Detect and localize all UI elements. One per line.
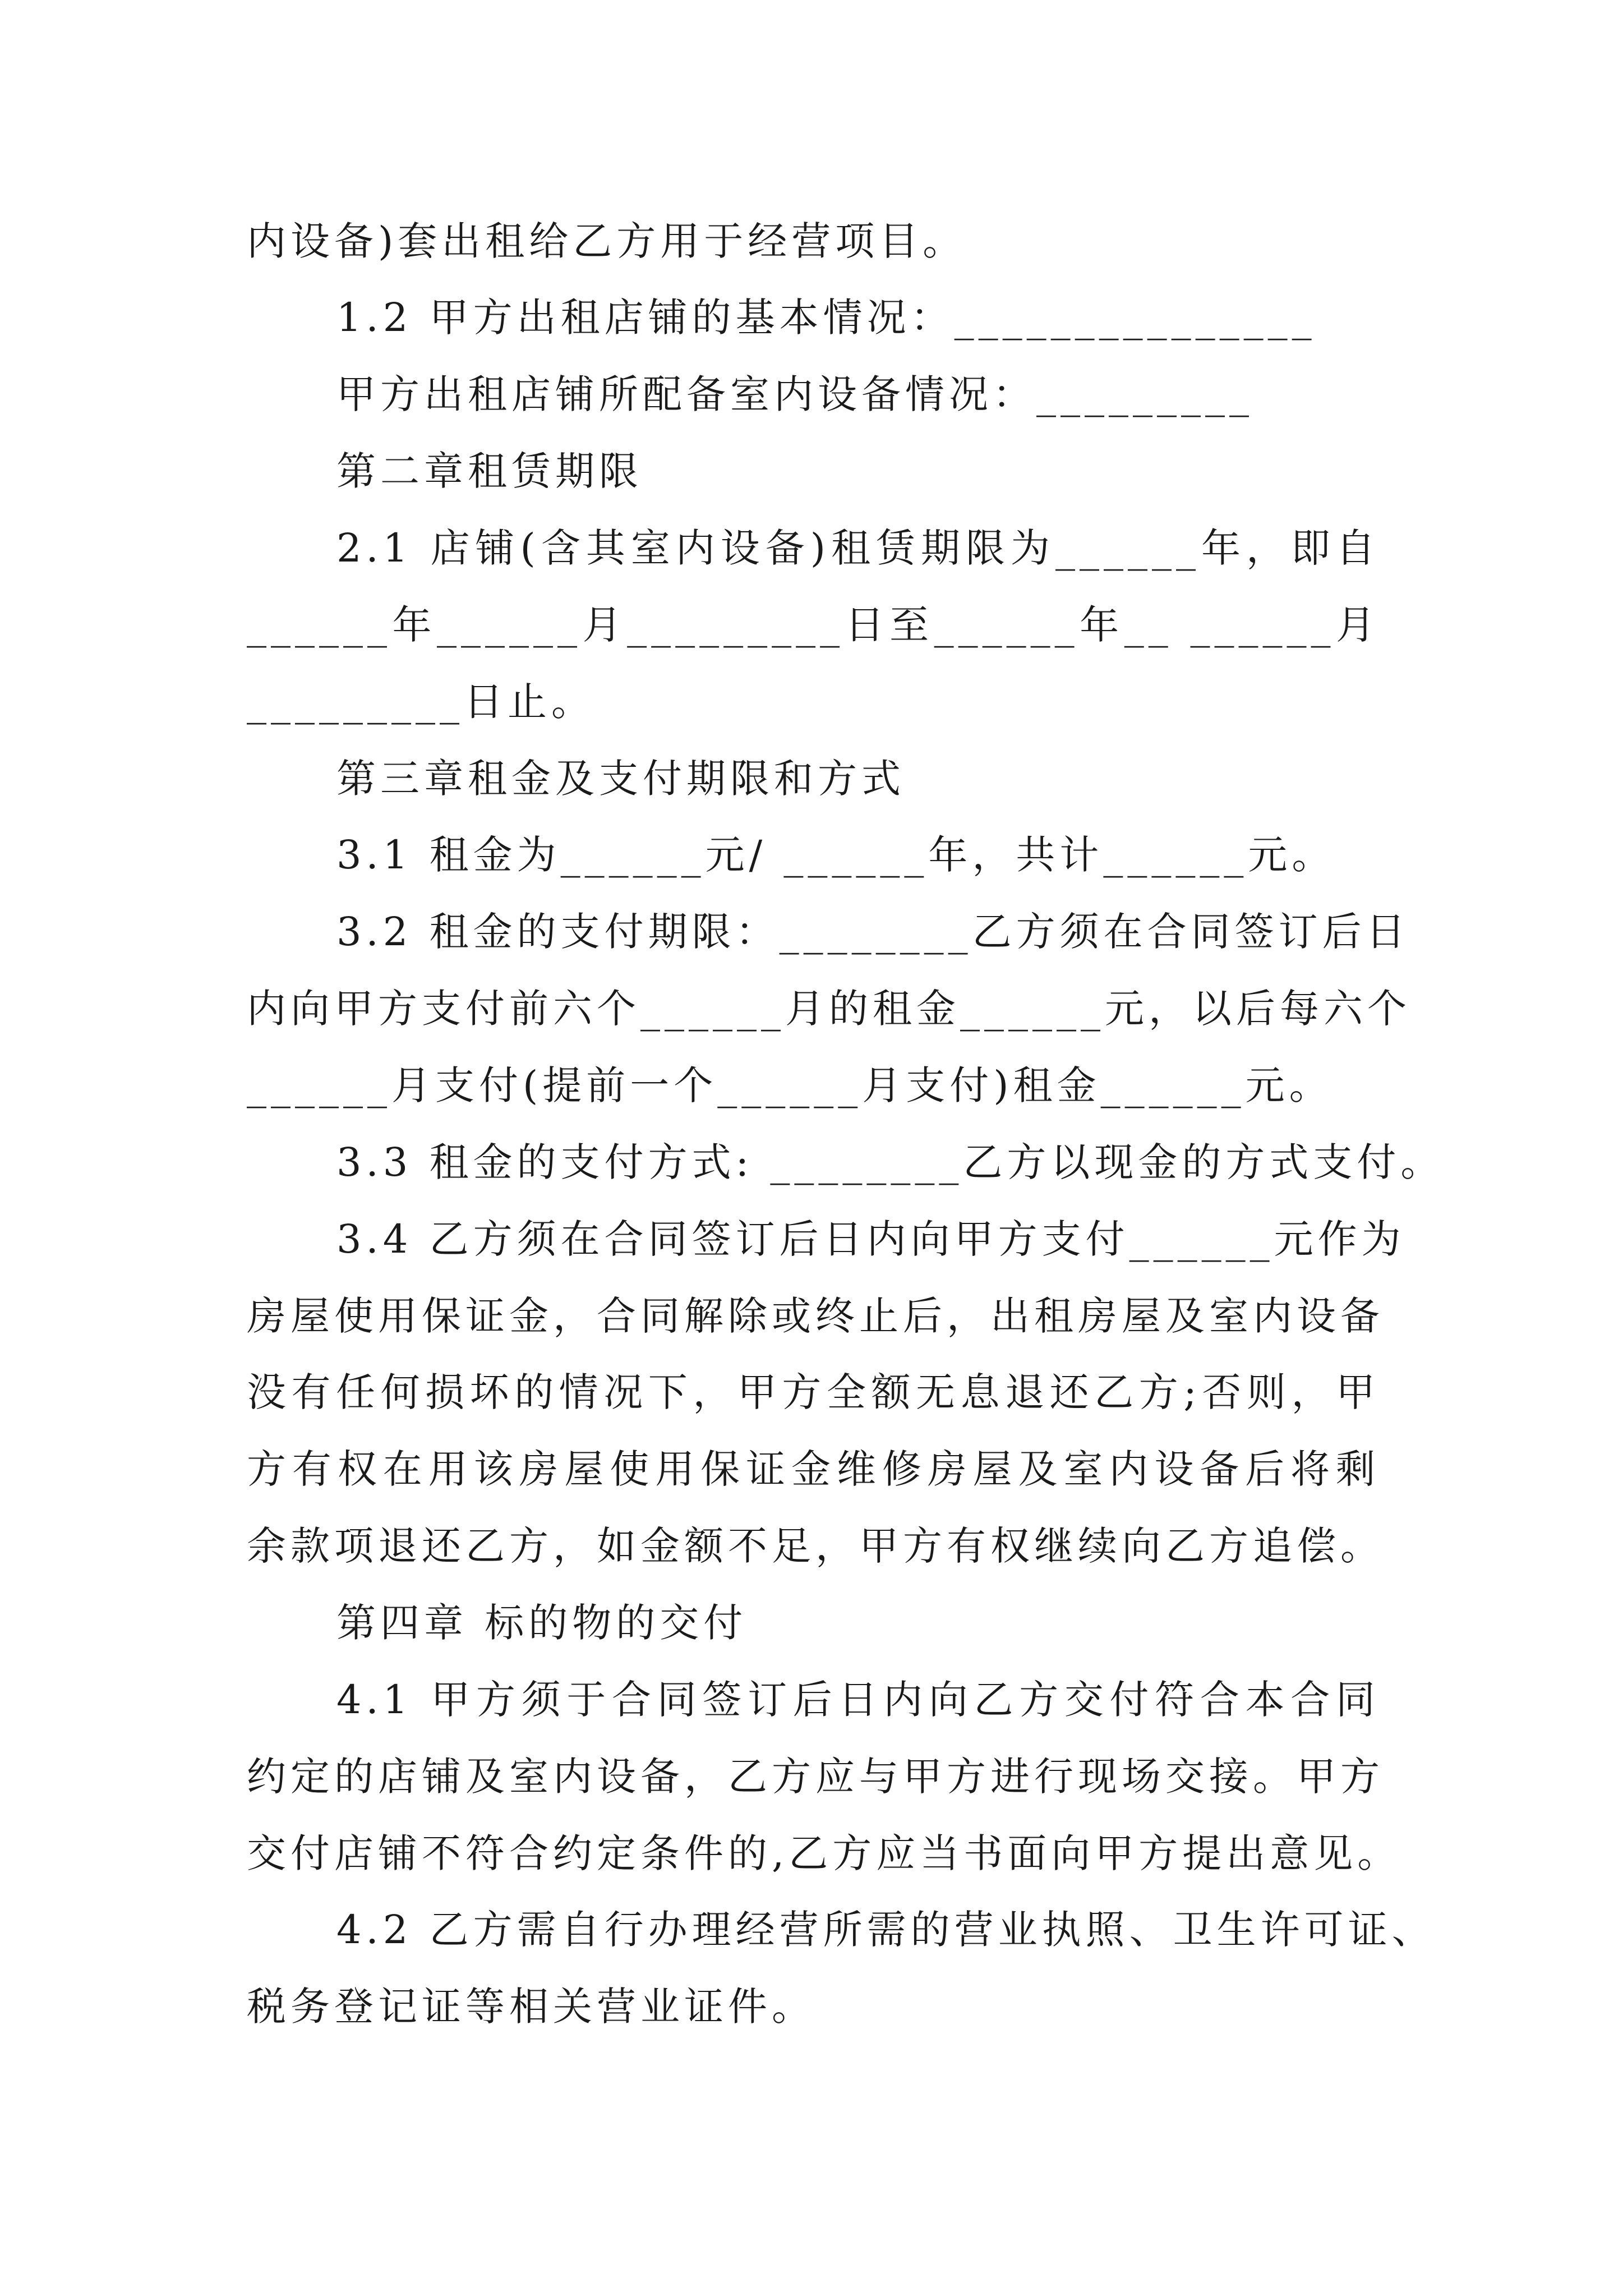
text-line: 没有任何损坏的情况下，甲方全额无息退还乙方;否则，甲 — [247, 1369, 1380, 1415]
text-line: 余款项退还乙方，如金额不足，甲方有权继续向乙方追偿。 — [247, 1523, 1384, 1569]
clause-3-4: 3.4 乙方须在合同签订后日内向甲方支付______元作为 — [336, 1216, 1405, 1262]
text-line: 内向甲方支付前六个______月的租金______元，以后每六个 — [247, 986, 1411, 1032]
text-line: 房屋使用保证金，合同解除或终止后，出租房屋及室内设备 — [247, 1293, 1384, 1339]
text-line: 甲方出租店铺所配备室内设备情况：_________ — [336, 371, 1253, 417]
text-line: ______年______月_________日至______年__ ______月 — [247, 602, 1380, 648]
text-line: _________日止。 — [247, 679, 595, 725]
clause-3-1: 3.1 租金为______元/ ______年，共计______元。 — [336, 832, 1336, 878]
text-line: 税务登记证等相关营业证件。 — [247, 1984, 815, 2030]
clause-4-2: 4.2 乙方需自行办理经营所需的营业执照、卫生许可证、 — [336, 1907, 1436, 1953]
chapter-heading: 第三章租金及支付期限和方式 — [336, 756, 905, 802]
text-line: 约定的店铺及室内设备，乙方应与甲方进行现场交接。甲方 — [247, 1754, 1384, 1800]
text-line: ______月支付(提前一个______月支付)租金______元。 — [247, 1062, 1333, 1108]
text-line: 内设备)套出租给乙方用于经营项目。 — [247, 218, 967, 264]
clause-2-1: 2.1 店铺(含其室内设备)租赁期限为______年，即自 — [336, 525, 1380, 571]
chapter-heading: 第二章租赁期限 — [336, 448, 643, 494]
clause-1-2: 1.2 甲方出租店铺的基本情况：_______________ — [336, 295, 1316, 341]
clause-3-2: 3.2 租金的支付期限：________乙方须在合同签订后日 — [336, 909, 1410, 955]
text-line: 交付店铺不符合约定条件的,乙方应当书面向甲方提出意见。 — [247, 1830, 1401, 1876]
text-line: 方有权在用该房屋使用保证金维修房屋及室内设备后将剩 — [247, 1446, 1380, 1492]
chapter-heading: 第四章 标的物的交付 — [336, 1600, 748, 1646]
clause-3-3: 3.3 租金的支付方式: ________乙方以现金的方式支付。 — [336, 1139, 1445, 1185]
clause-4-1: 4.1 甲方须于合同签订后日内向乙方交付符合本合同 — [336, 1677, 1380, 1723]
